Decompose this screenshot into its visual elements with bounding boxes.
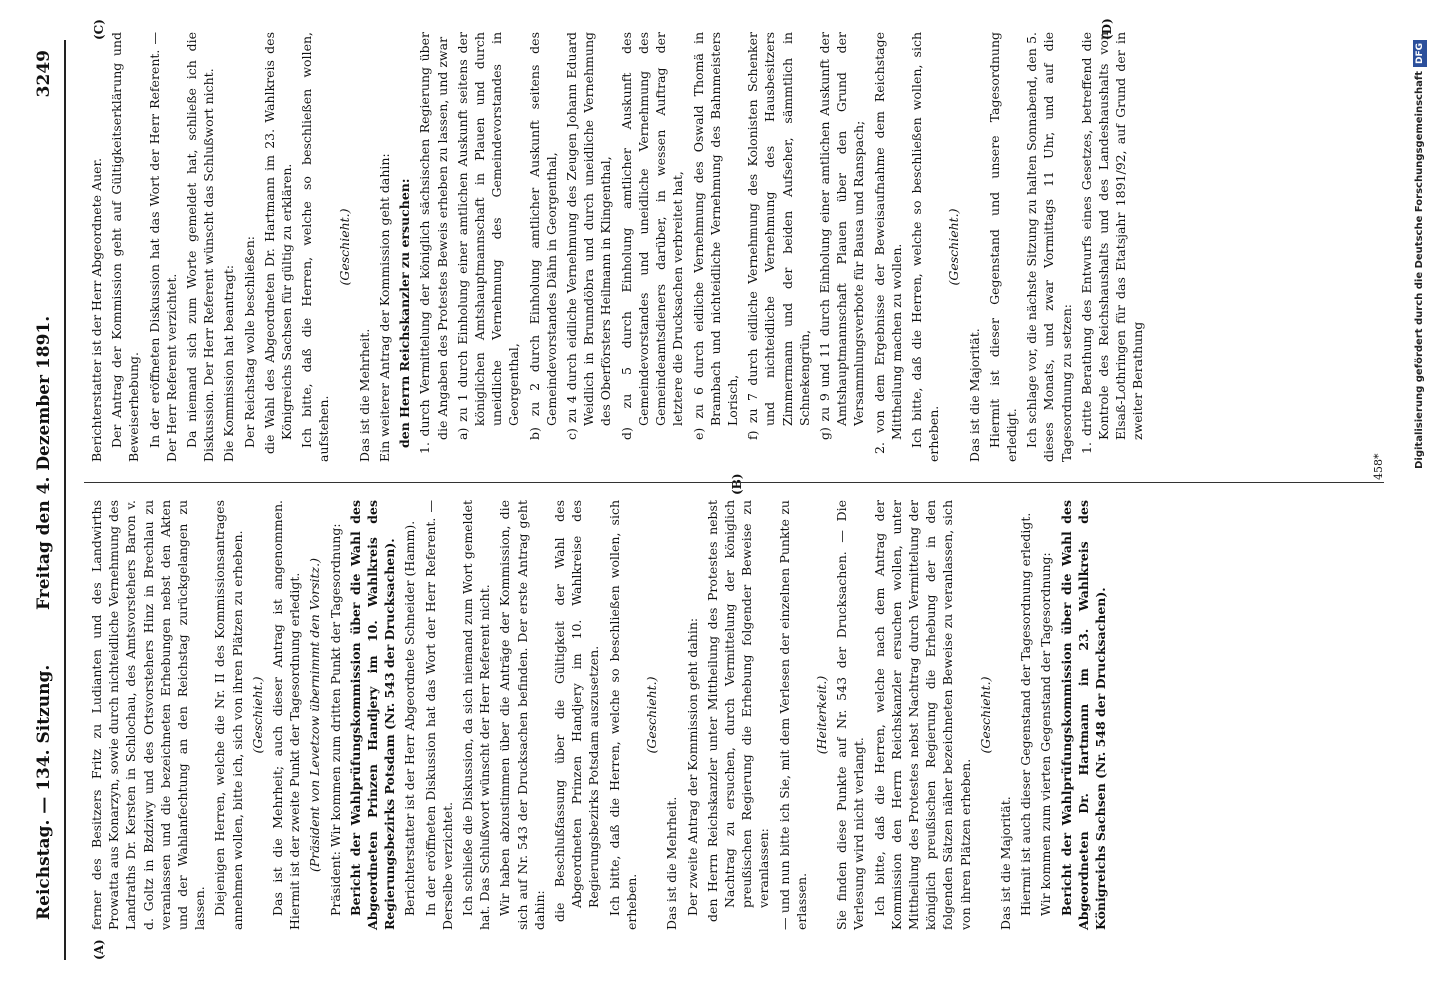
motion-text: den Herrn Reichskanzler zu ersuchen: [397, 178, 413, 448]
paragraph: In der eröffneten Diskussion hat das Wort der Herr Referent. — Derselbe verzichtet. [422, 500, 455, 930]
paragraph: Das ist die Majorität. [997, 796, 1013, 930]
paragraph: Das ist die Mehrheit. [356, 328, 372, 462]
agenda-heading: Bericht der Wahlprüfungskommission über die Wahl des Abgeordneten Dr. Hartmann im 23. Wahlkreis des Königreichs Sachsen (Nr. 548 der Drucksachen). [1058, 500, 1108, 930]
margin-mark-d: (D) [1100, 18, 1114, 40]
stage-direction: (Geschieht.) [977, 676, 993, 754]
paragraph: Berichterstatter ist der Herr Abgeordnete Auer. [89, 157, 104, 462]
stamp-text: Digitalisierung gefördert durch die Deutsche Forschungsgemeinschaft [1414, 71, 1425, 469]
paragraph: Das ist die Mehrheit. [664, 796, 680, 930]
stage-direction: (Heiterkeit.) [813, 675, 829, 755]
paragraph: — und nun bitte ich Sie, mit dem Verlesen der einzelnen Punkte zu erlassen. [776, 500, 809, 930]
stage-direction: (Geschieht.) [336, 208, 352, 286]
paragraph: Die Kommission hat beantragt: [221, 264, 237, 462]
paragraph: Der Reichstag wolle beschließen: [241, 236, 257, 448]
list-item: e) zu 6 durch eidliche Vernehmung des Oswald Thomä in Brambach und nichteidliche Vernehmung des Bahnmeisters Lorisch, [690, 32, 740, 440]
paragraph: Ein weiterer Antrag der Kommission geht dahin: [377, 153, 393, 462]
paragraph: Ich bitte, daß die Herren, welche nach dem Antrag der Kommission den Herrn Reichskanzler ersuchen wollen, unter Mittheilung des Protestes nebst Nachtrag durch Vermittelung der königlich preußischen Regierung die Erhebung der in den folgenden Sätzen näher bezeichneten Beweise zu veranlassen, sich von ihren Plätzen erheben. [871, 500, 973, 930]
header-rule [64, 40, 66, 960]
paragraph: Das ist die Mehrheit; auch dieser Antrag ist angenommen. Hiermit ist der zweite Punkt der Tagesordnung erledigt. [270, 500, 303, 930]
paragraph: In der eröffneten Diskussion hat das Wort der Herr Referent. — Der Herr Referent verzichtet. [146, 32, 179, 462]
list-item: d) zu 5 durch Einholung amtlicher Auskunft des Gemeindevorstandes und uneidliche Vernehmung des Gemeindeamtsdieners darüber, in wessen Auftrag der letztere die Drucksachen verbreitet hat, [618, 32, 686, 440]
paragraph: Präsident: Wir kommen zum dritten Punkt der Tagesordnung: [327, 523, 343, 916]
paragraph: Ich schließe die Diskussion, da sich niemand zum Wort gemeldet hat. Das Schlußwort wünscht der Herr Referent nicht. [460, 500, 493, 930]
margin-mark-c: (C) [92, 19, 106, 40]
dfg-logo-icon: DFG [1413, 40, 1427, 67]
motion-text: den Herrn Reichskanzler unter Mittheilung des Protestes nebst Nachtrag zu ersuchen, durch Vermittelung der königlich preußischen Regierung die Erhebung folgender Beweise zu veranlassen: [704, 500, 772, 922]
paragraph: Wir kommen zum vierten Gegenstand der Tagesordnung: [1038, 552, 1054, 916]
paragraph: Sie finden diese Punkte auf Nr. 543 der Drucksachen. — Die Verlesung wird nicht verlangt. [834, 500, 867, 930]
paragraph: Ich bitte, daß die Herren, welche so beschließen wollen, sich erheben. [908, 32, 942, 462]
stage-direction: (Geschieht.) [249, 676, 265, 754]
paragraph: Hiermit ist dieser Gegenstand und unsere Tagesordnung erledigt. [986, 32, 1019, 462]
paragraph: Hiermit ist auch dieser Gegenstand der Tagesordnung erledigt. [1018, 512, 1034, 916]
margin-mark-a: (A) [92, 939, 106, 960]
list-item: f) zu 7 durch eidliche Vernehmung des Kolonisten Schenker und nichteidliche Vernehmung des Hausbesitzers Zimmermann und der beiden Aufseher, sämmtlich in Schnekengrün, [745, 32, 812, 440]
left-column [88, 500, 1112, 930]
header-date: Freitag den 4. Dezember 1891. [34, 315, 54, 610]
paragraph: Diejenigen Herren, welche die Nr. II des Kommissionsantrages annehmen wollen, bitte ich, sich von ihren Plätzen zu erheben. [212, 500, 245, 930]
page-header [24, 40, 64, 960]
stage-direction: (Geschieht.) [644, 676, 660, 754]
digitization-sidebar [1408, 0, 1432, 1000]
stage-direction: (Geschieht.) [946, 208, 962, 286]
list-item: 1. durch Vermittelung der königlich sächsischen Regierung über die Angaben des Protestes Beweis erheben zu lassen, und zwar [417, 32, 450, 454]
paragraph: Berichterstatter ist der Herr Abgeordnete Schneider (Hamm). [402, 520, 418, 916]
header-left: Reichstag. — 134. Sitzung. [34, 664, 54, 920]
footer-signature-mark: 458* [1372, 453, 1385, 480]
paragraph: Der zweite Antrag der Kommission geht dahin: [684, 617, 700, 916]
list-item: a) zu 1 durch Einholung einer amtlichen Auskunft seitens der königlichen Amtshauptmannschaft in Plauen und durch uneidliche Vernehmung des Gemeindevorstandes in Georgenthal, [454, 32, 522, 440]
list-item: c) zu 4 durch eidliche Vernehmung des Zeugen Johann Eduard Weidlich in Brunndöbra und durch uneidliche Vernehmung des Oberförsters Heilmann in Klingenthal, [564, 32, 614, 440]
paragraph: Das ist die Majorität. [966, 328, 982, 462]
motion-text: die Beschlußfassung über die Gültigkeit der Wahl des Abgeordneten Prinzen Handjery im 10. Wahlkreise des Regierungsbezirks Potsdam auszusetzen. [552, 500, 602, 922]
list-item: 2. von dem Ergebnisse der Beweisaufnahme dem Reichstage Mittheilung machen zu wollen. [871, 32, 904, 454]
list-item: 1. dritte Berathung des Entwurfs eines Gesetzes, betreffend die Kontrole des Reichshaushalts und des Landeshaushalts von Elsaß-Lothringen für das Etatsjahr 1891/92, auf Grund der in zweiter Berathung [1078, 32, 1146, 454]
list-item: b) zu 2 durch Einholung amtlicher Auskunft seitens des Gemeindevorstandes Dähn in Georgenthal, [526, 32, 559, 440]
column-divider [84, 482, 1384, 483]
margin-mark-b: (B) [730, 473, 744, 495]
paragraph: Ich schlage vor, die nächste Sitzung zu halten Sonnabend, den 5. dieses Monats, und zwar Vormittags 11 Uhr, und auf die Tagesordnung zu setzen: [1024, 32, 1074, 462]
paragraph: Ich bitte, daß die Herren, welche so beschließen wollen, aufstehen. [299, 32, 332, 462]
right-column [88, 32, 1150, 462]
motion-text: die Wahl des Abgeordneten Dr. Hartmann im 23. Wahlkreis des Königreichs Sachsen für gültig zu erklären. [261, 32, 295, 454]
paragraph: ferner des Besitzers Fritz zu Ludianten und des Landwirths Prowatta aus Konarzyn, sowie durch nichteidliche Vernehmung des Landraths Dr. Kersten in Schlochau, des Amtsvorstehers Baron v. d. Goltz in Bzdziwy und des Ortsvorstehers Hinz in Brechlau zu veranlassen und die bezeichneten Erhebungen nebst den Akten und der Wahlanfechtung an den Reichstag zurückgelangen zu lassen. [89, 500, 208, 930]
digitization-stamp [1408, 0, 1432, 1000]
paragraph: Da niemand sich zum Worte gemeldet hat, schließe ich die Diskussion. Der Herr Referent wünscht das Schlußwort nicht. [184, 32, 217, 462]
list-item: g) zu 9 und 11 durch Einholung einer amtlichen Auskunft der Amtshauptmannschaft Plauen über den Grund der Versammlungsverbote für Bausa und Ranspach; [816, 32, 867, 440]
page-number: 3249 [34, 50, 54, 98]
paragraph: Wir haben abzustimmen über die Anträge der Kommission, die sich auf Nr. 543 der Drucksachen befinden. Der erste Antrag geht dahin: [497, 500, 547, 930]
agenda-heading: Bericht der Wahlprüfungskommission über die Wahl des Abgeordneten Prinzen Handjery im 10. Wahlkreis des Regierungsbezirks Potsdam (Nr. 543 der Drucksachen). [347, 500, 398, 930]
paragraph: Der Antrag der Kommission geht auf Gültigkeitserklärung und Beweiserhebung. [109, 32, 142, 462]
paragraph: Ich bitte, daß die Herren, welche so beschließen wollen, sich erheben. [606, 500, 639, 930]
stage-direction: (Präsident von Levetzow übernimmt den Vorsitz.) [307, 558, 323, 873]
